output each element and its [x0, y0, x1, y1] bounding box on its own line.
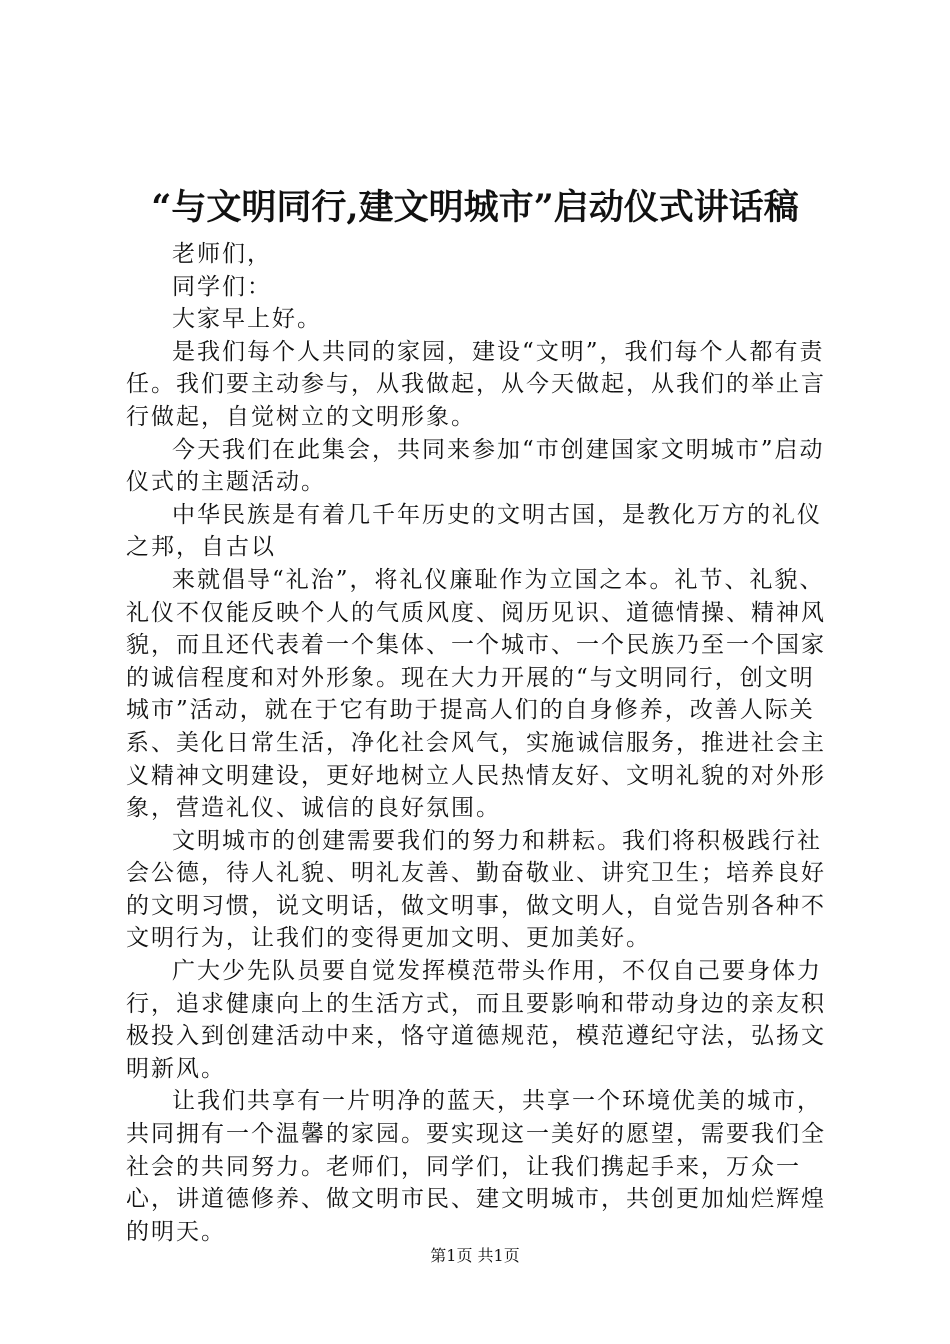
paragraph-young-pioneers: 广大少先队员要自觉发挥模范带头作用，不仅自己要身体力行，追求健康向上的生活方式，而且要影响和带动身边的亲友积极投入到创建活动中来，恪守道德规范，模范遵纪守法，弘扬文明新风。: [126, 958, 826, 1082]
document-title: “与文明同行,建文明城市”启动仪式讲话稿: [151, 187, 799, 228]
paragraph-responsibility: 是我们每个人共同的家园，建设“文明”，我们每个人都有责任。我们要主动参与，从我做起，从今天做起，从我们的举止言行做起，自觉树立的文明形象。: [126, 338, 826, 430]
paragraph-city-building: 文明城市的创建需要我们的努力和耕耘。我们将积极践行社会公德，待人礼貌、明礼友善、勤奋敬业、讲究卫生；培养良好的文明习惯，说文明话，做文明事，做文明人，自觉告别各种不文明行为，让我们的变得更加文明、更加美好。: [126, 827, 826, 952]
greeting-teachers: 老师们，: [172, 241, 272, 267]
page-footer: 第1页 共1页: [430, 1246, 520, 1265]
greeting-students: 同学们：: [172, 273, 272, 300]
paragraph-etiquette: 来就倡导“礼治”，将礼仪廉耻作为立国之本。礼节、礼貌、礼仪不仅能反映个人的气质风度、阅历见识、道德情操、精神风貌，而且还代表着一个集体、一个城市、一个民族乃至一个国家的诚信程度和对外形象。现在大力开展的“与文明同行，创文明城市”活动，就在于它有助于提高人们的自身修养，改善人际关系、美化日常生活，净化社会风气，实施诚信服务，推进社会主义精神文明建设，更好地树立人民热情友好、文明礼貌的对外形象，营造礼仪、诚信的良好氛围。: [126, 566, 826, 822]
paragraph-civilization-intro: 中华民族是有着几千年历史的文明古国，是教化万方的礼仪之邦，自古以: [126, 501, 822, 561]
paragraph-closing: 让我们共享有一片明净的蓝天，共享一个环境优美的城市，共同拥有一个温馨的家园。要实现这一美好的愿望，需要我们全社会的共同努力。老师们，同学们，让我们携起手来，万众一心，讲道德修养、做文明市民、建文明城市，共创更加灿烂辉煌的明天。: [126, 1088, 826, 1245]
paragraph-assembly: 今天我们在此集会，共同来参加“市创建国家文明城市”启动仪式的主题活动。: [126, 436, 825, 496]
greeting-morning: 大家早上好。: [172, 306, 322, 333]
document-body: [126, 238, 834, 1248]
